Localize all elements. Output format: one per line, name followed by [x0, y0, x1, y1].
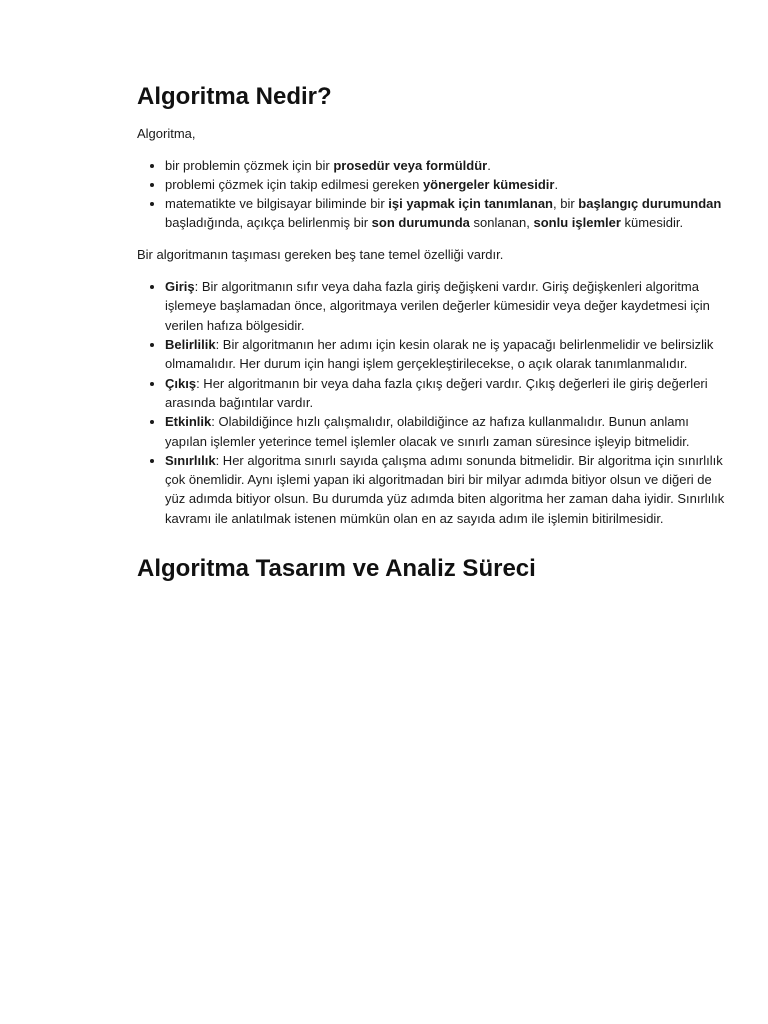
bold-text: Sınırlılık: [165, 452, 216, 468]
text-run: .: [487, 157, 491, 173]
bold-text: başlangıç durumundan: [578, 196, 722, 212]
definition-item: [165, 175, 727, 194]
intro-text: Algoritma,: [137, 126, 196, 141]
bold-text: son durumunda: [371, 215, 470, 231]
document-page: [137, 80, 727, 586]
property-item: [165, 277, 727, 335]
text-run: başladığında, açıkça belirlenmiş bir: [165, 215, 372, 231]
bold-text: yönergeler kümesidir: [422, 176, 555, 192]
text-run: matematikte ve bilgisayar biliminde bir: [165, 196, 389, 212]
text-run: : Her algoritma sınırlı sayıda çalışma adımı sonunda bitmelidir. Bir algoritma için sınırlılık çok önemlidir. Aynı işlemi yapan iki algoritmadan biri bir milyar adımda bitiyor olsun ve diğeri de yüz adımda bitiyor olsun. Bu durumda yüz adımda biten algoritma her zaman daha iyidir. Sınırlılık kavramı ile anlatılmak istenen mümkün olan en az sayıda adım ile işlemin bitirilmesidir.: [165, 452, 725, 526]
bold-text: sonlu işlemler: [533, 215, 621, 231]
properties-intro: Bir algoritmanın taşıması gereken beş tane temel özelliği vardır.: [137, 246, 504, 262]
section-title-tasarim-analiz: Algoritma Tasarım ve Analiz Süreci: [137, 555, 536, 583]
text-run: sonlanan,: [469, 215, 534, 231]
property-item: [165, 374, 727, 413]
property-item: [165, 451, 727, 528]
text-run: kümesidir.: [620, 215, 684, 231]
definition-item: [165, 156, 727, 175]
text-run: : Olabildiğince hızlı çalışmalıdır, olabildiğince az hafıza kullanmalıdır. Bunun anlamı yapılan işlemler yeterince temel işlemler olacak ve sınırlı zaman süresince işleyip bitmelidir.: [165, 414, 690, 449]
definitions-list: [137, 156, 727, 233]
definition-item: [165, 194, 727, 233]
text-run: : Bir algoritmanın sıfır veya daha fazla giriş değişkeni vardır. Giriş değişkenleri algoritma işlemeye başlamadan önce, algoritmaya verilen değerler kümesidir veya değer kaydetmesi için verilen hafıza bölgesidir.: [165, 279, 710, 333]
text-run: bir problemin çözmek için bir: [165, 157, 334, 173]
text-run: : Bir algoritmanın her adımı için kesin olarak ne iş yapacağı belirlenmelidir ve belirsizlik olmamalıdır. Her durum için hangi işlem gerçekleştirilecekse, o açık olarak tanımlanmalıdır.: [165, 337, 714, 372]
section-title-algoritma-nedir: Algoritma Nedir?: [137, 83, 332, 110]
property-item: [165, 335, 727, 374]
text-run: : Her algoritmanın bir veya daha fazla çıkış değeri vardır. Çıkış değerleri ile giriş değerleri arasında bağıntılar vardır.: [165, 375, 708, 410]
bold-text: Çıkış: [165, 375, 197, 391]
bold-text: Belirlilik: [165, 337, 216, 353]
properties-list: [137, 277, 727, 528]
bold-text: işi yapmak için tanımlanan: [388, 196, 553, 212]
text-run: .: [554, 176, 559, 192]
bold-text: prosedür veya formüldür: [333, 157, 488, 173]
bold-text: Etkinlik: [165, 414, 212, 430]
property-item: [165, 412, 727, 451]
bold-text: Giriş: [165, 279, 195, 295]
text-run: problemi çözmek için takip edilmesi gereken: [165, 176, 423, 192]
text-run: , bir: [553, 196, 579, 212]
